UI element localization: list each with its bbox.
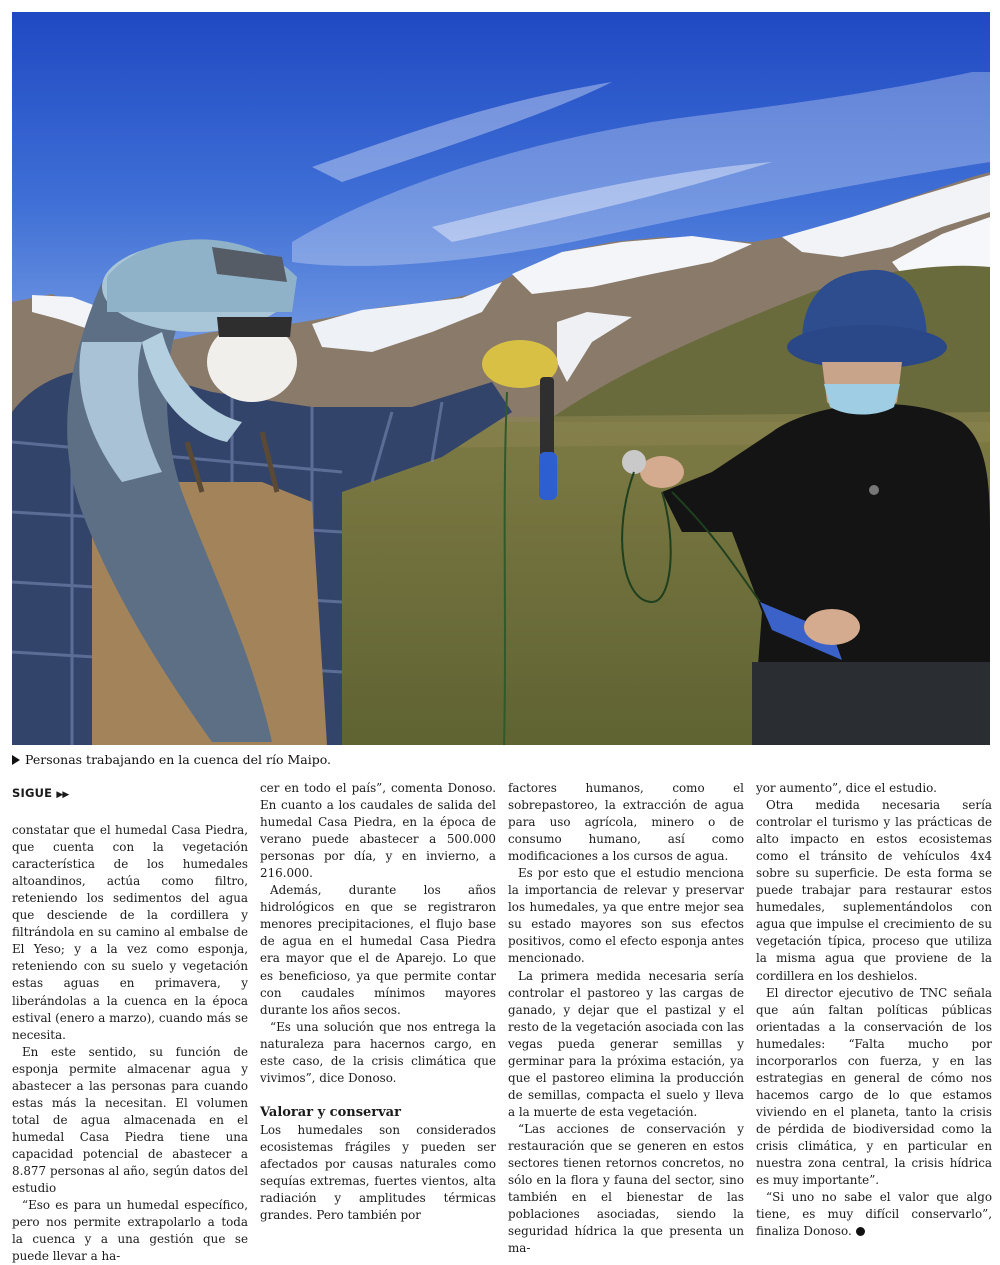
paragraph: “Es una solución que nos entrega la naturaleza para hacernos cargo, en este caso, de la crisis climática que vivimos”, dice Donoso. xyxy=(260,1019,496,1085)
paragraph: Es por esto que el estudio menciona la importancia de relevar y preservar los humedales, ya que entre mejor sea su estado mayores son sus efectos positivos, como el efecto esponja antes mencionado. xyxy=(508,866,744,966)
article-column-3 xyxy=(508,780,744,1257)
paragraph: “Eso es para un humedal específico, pero nos permite extrapolarlo a toda la cuenca y a una gestión que se puede llevar a ha- xyxy=(12,1198,248,1264)
photo-caption xyxy=(12,751,331,769)
paragraph: En este sentido, su función de esponja permite almacenar agua y abastecer a las personas para cuando estas más la necesitan. El volumen total de agua almacenada en el humedal Casa Piedra tiene una capacidad potencial de abastecer a 8.877 personas al año, según datos del estudio xyxy=(12,1044,248,1196)
article-column-2 xyxy=(260,780,496,1224)
caption-text: Personas trabajando en la cuenca del río Maipo. xyxy=(25,752,331,767)
paragraph: La primera medida necesaria sería controlar el pastoreo y las cargas de ganado, y dejar que el pastizal y el resto de la vegetación asociada con las vegas pueda generar semillas y germinar para la próxima estación, ya que el pastoreo elimina la producción de semillas, compacta el suelo y lleva a la muerte de esta vegetación. xyxy=(508,968,744,1119)
paragraph: Los humedales son considerados ecosistemas frágiles y pueden ser afectados por causas naturales como sequías extremas, fuertes vientos, alta radiación y amplitudes térmicas grandes. Pero también por xyxy=(260,1122,496,1223)
double-arrow-icon: ▶▶ xyxy=(56,790,69,800)
photo-illustration xyxy=(12,12,990,745)
article-column-1 xyxy=(12,780,248,1265)
paragraph: cer en todo el país”, comenta Donoso. En cuanto a los caudales de salida del humedal Casa Piedra, en la época de verano puede abastecer a 500.000 personas por día, y en invierno, a 216.000. xyxy=(260,781,496,881)
article-photo xyxy=(12,12,990,745)
sigue-label: SIGUE ▶▶ xyxy=(12,786,69,800)
caption-triangle-icon xyxy=(12,755,20,765)
paragraph: factores humanos, como el sobrepastoreo, la extracción de agua para uso agrícola, minero o de consumo humano, así como modificaciones a los cursos de agua. xyxy=(508,781,744,864)
paragraph: Otra medida necesaria sería controlar el turismo y las prácticas de alto impacto en estos ecosistemas como el tránsito de vehículos 4x4 sobre su superficie. De esta forma se puede trabajar para restaurar estos humedales, suplementándolos con agua que impulse el crecimiento de su vegetación típica, proceso que utiliza la misma agua que proviene de la cordillera en los deshielos. xyxy=(756,798,992,983)
paragraph: El director ejecutivo de TNC señala que aún faltan políticas públicas orientadas a la conservación de los humedales: “Falta mucho por incorporarlos con fuerza, y en las estrategias en general de cómo nos hacemos cargo de lo que estamos viviendo en el planeta, tanto la crisis de pérdida de biodiversidad como la crisis climática, y en particular en nuestra zona central, la crisis hídrica es muy importante”. xyxy=(756,985,992,1188)
paragraph: “Las acciones de conservación y restauración que se generen en estos sectores tienen retornos concretos, no sólo en la flora y fauna del sector, sino también en el bienestar de las poblaciones asociadas, siendo la seguridad hídrica la que presenta un ma- xyxy=(508,1121,744,1256)
paragraph: constatar que el humedal Casa Piedra, que cuenta con la vegetación característica de los humedales altoandinos, actúa como filtro, reteniendo los sedimentos del agua que desciende de la cordillera y filtrándola en su camino al embalse de El Yeso; y a la vez como esponja, reteniendo con su suelo y vegetación estas aguas en primavera, y liberándolas a la cuenca en la época estival (enero a marzo), cuando más se necesita. xyxy=(12,823,248,1042)
article-column-4 xyxy=(756,780,992,1240)
final-paragraph: “Si uno no sabe el valor que algo tiene, es muy difícil conservarlo”, finaliza Donoso. xyxy=(756,1190,992,1239)
paragraph: Además, durante los años hidrológicos en que se registraron menores precipitaciones, el flujo base de agua en el humedal Casa Piedra era mayor que el de Aparejo. Lo que es beneficioso, ya que permite contar con caudales mínimos mayores durante los años secos. xyxy=(260,883,496,1017)
section-subheading: Valorar y conservar xyxy=(260,1104,401,1120)
paragraph: yor aumento”, dice el estudio. xyxy=(756,781,937,795)
end-of-article-icon xyxy=(856,1227,865,1236)
